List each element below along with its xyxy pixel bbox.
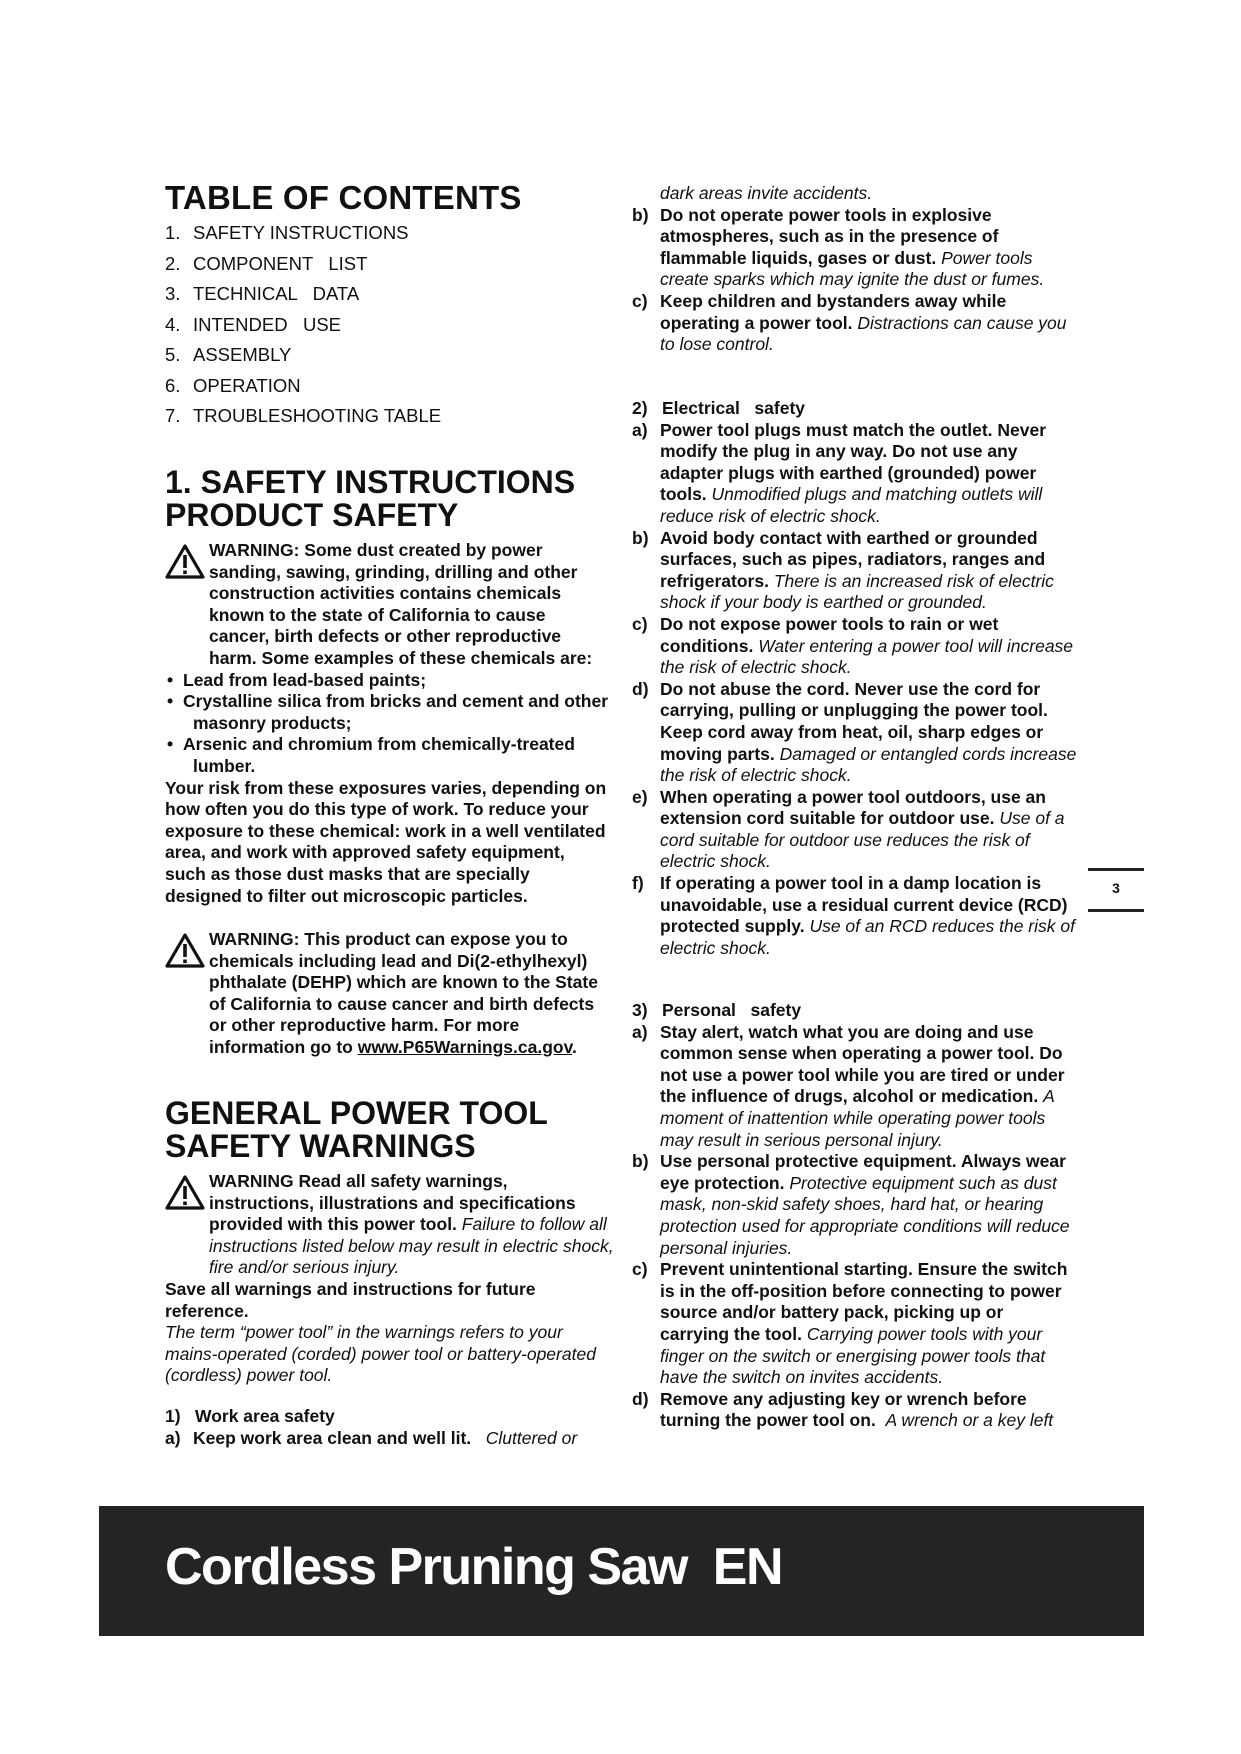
- safety-heading: [165, 466, 615, 532]
- section-subheading: PRODUCT SAFETY: [165, 497, 459, 533]
- toc-item[interactable]: 1. SAFETY INSTRUCTIONS: [165, 222, 409, 243]
- warning-triangle-icon: [165, 544, 205, 580]
- footer-band: [99, 1506, 1144, 1636]
- toc-item[interactable]: 2. COMPONENT LIST: [165, 252, 368, 274]
- electrical-safety-section: [632, 398, 1077, 959]
- section-subheading: SAFETY WARNINGS: [165, 1128, 476, 1164]
- toc-item[interactable]: 5. ASSEMBLY: [165, 344, 292, 365]
- toc-list: [165, 218, 615, 432]
- divider: [1088, 868, 1144, 871]
- warning-triangle-icon: [165, 1175, 205, 1211]
- list-item: f) If operating a power tool in a damp location is unavoidable, use a residual current device (RCD) protected supply. Use of an RCD reduces the risk of electric shock.: [632, 873, 1075, 958]
- list-item: • Arsenic and chromium from chemically-treated lumber.: [167, 734, 575, 776]
- risk-text: Your risk from these exposures varies, depending on how often you do this type of work. To reduce your exposure to these chemical: work in a well ventilated area, and work with approved safety equipment, such as those dust masks that are specially designed to filter out microscopic particles.: [165, 777, 607, 906]
- list-item: a) Keep work area clean and well lit. Cluttered or: [165, 1427, 578, 1448]
- list-item: d) Do not abuse the cord. Never use the cord for carrying, pulling or unplugging the power tool. Keep cord away from heat, oil, sharp edges or moving parts. Damaged or entangled cords increase the risk of electric shock.: [632, 678, 1077, 786]
- table-of-contents: [165, 180, 615, 432]
- warning-triangle-icon: [165, 933, 205, 969]
- general-warning: [165, 1171, 615, 1387]
- term-definition-text: The term “power tool” in the warnings refers to your mains-operated (corded) power tool or battery-operated (cordless) power tool.: [165, 1322, 596, 1386]
- list-item: a) Stay alert, watch what you are doing and use common sense when operating a power tool. Do not use a power tool while you are tired or under the influence of drugs, alcohol or medication. A moment of inattention while operating power tools may result in serious personal injury.: [632, 1021, 1065, 1150]
- list-item: a) Power tool plugs must match the outlet. Never modify the plug in any way. Do not use any adapter plugs with earthed (grounded) power tools. Unmodified plugs and matching outlets will reduce risk of electric shock.: [632, 419, 1047, 526]
- section-heading: 1. SAFETY INSTRUCTIONS: [165, 464, 576, 500]
- warning-text: WARNING Read all safety warnings, instructions, illustrations and specifications provided with this power tool. Failure to follow all instructions listed below may result in electric shock, fire and/or serious injury.: [209, 1171, 614, 1278]
- toc-item[interactable]: 6. OPERATION: [165, 374, 301, 396]
- section-heading: GENERAL POWER TOOL: [165, 1095, 548, 1131]
- subsection-title: 2) Electrical safety: [632, 398, 805, 418]
- toc-item[interactable]: 7. TROUBLESHOOTING TABLE: [165, 405, 442, 426]
- subsection-title: 1) Work area safety: [165, 1406, 335, 1426]
- page-number: 3: [1112, 880, 1120, 896]
- footer-title: Cordless Pruning Saw EN: [165, 1538, 783, 1596]
- warning-text: WARNING: This product can expose you to chemicals including lead and Di(2-ethylhexyl) phthalate (DEHP) which are known to the State of California to cause cancer and birth defects or other reproductive harm. For more information go to www.P65Warnings.ca.gov.: [209, 929, 598, 1057]
- prop65-warning-dehp: [165, 929, 615, 1059]
- list-item: c) Prevent unintentional starting. Ensure the switch is in the off-position before connecting to power source and/or battery pack, picking up or carrying the tool. Carrying power tools with your finger on the switch or energising power tools that have the switch on invites accidents.: [632, 1259, 1068, 1388]
- list-item: e) When operating a power tool outdoors, use an extension cord suitable for outdoor use. Use of a cord suitable for outdoor use reduces the risk of electric shock.: [632, 786, 1065, 872]
- work-area-continued: [632, 183, 1077, 356]
- list-item: b) Avoid body contact with earthed or grounded surfaces, such as pipes, radiators, ranges and refrigerators. There is an increased risk of electric shock if your body is earthed or grounded.: [632, 527, 1054, 613]
- list-item: b) Do not operate power tools in explosive atmospheres, such as in the presence of flammable liquids, gases or dust. Power tools create sparks which may ignite the dust or fumes.: [632, 204, 1045, 290]
- prop65-warning-dust: [165, 540, 610, 907]
- toc-item[interactable]: 4. INTENDED USE: [165, 313, 342, 335]
- personal-safety-section: [632, 1000, 1077, 1432]
- list-item: c) Keep children and bystanders away while operating a power tool. Distractions can cause you to lose control.: [632, 290, 1067, 355]
- toc-item[interactable]: 3. TECHNICAL DATA: [165, 283, 360, 304]
- divider: [1088, 909, 1144, 912]
- page-number-marker: [1088, 868, 1144, 912]
- warning-text: WARNING: Some dust created by power sanding, sawing, grinding, drilling and other construction activities contains chemicals known to the state of California to cause cancer, birth defects or other reproductive harm. Some examples of these chemicals are:: [209, 540, 593, 668]
- continued-text: Cluttered or: [485, 1427, 578, 1448]
- list-item: • Crystalline silica from bricks and cement and other masonry products;: [167, 691, 608, 733]
- list-item: • Lead from lead-based paints;: [167, 669, 427, 690]
- continued-text: dark areas invite accidents.: [660, 183, 873, 203]
- work-area-section: [165, 1406, 615, 1449]
- subsection-title: 3) Personal safety: [632, 1000, 802, 1020]
- list-item: b) Use personal protective equipment. Always wear eye protection. Protective equipment such as dust mask, non-skid safety shoes, hard hat, or hearing protection used for appropriate conditions will reduce personal injuries.: [632, 1151, 1070, 1258]
- toc-title: TABLE OF CONTENTS: [165, 179, 522, 216]
- save-instructions-text: Save all warnings and instructions for future reference.: [165, 1278, 536, 1321]
- list-item: c) Do not expose power tools to rain or wet conditions. Water entering a power tool will increase the risk of electric shock.: [632, 613, 1074, 678]
- list-item: d) Remove any adjusting key or wrench before turning the power tool on. A wrench or a key left: [632, 1388, 1054, 1431]
- general-heading: [165, 1097, 615, 1163]
- list-item-continued: [632, 183, 1077, 205]
- p65-warnings-link[interactable]: www.P65Warnings.ca.gov: [357, 1036, 573, 1057]
